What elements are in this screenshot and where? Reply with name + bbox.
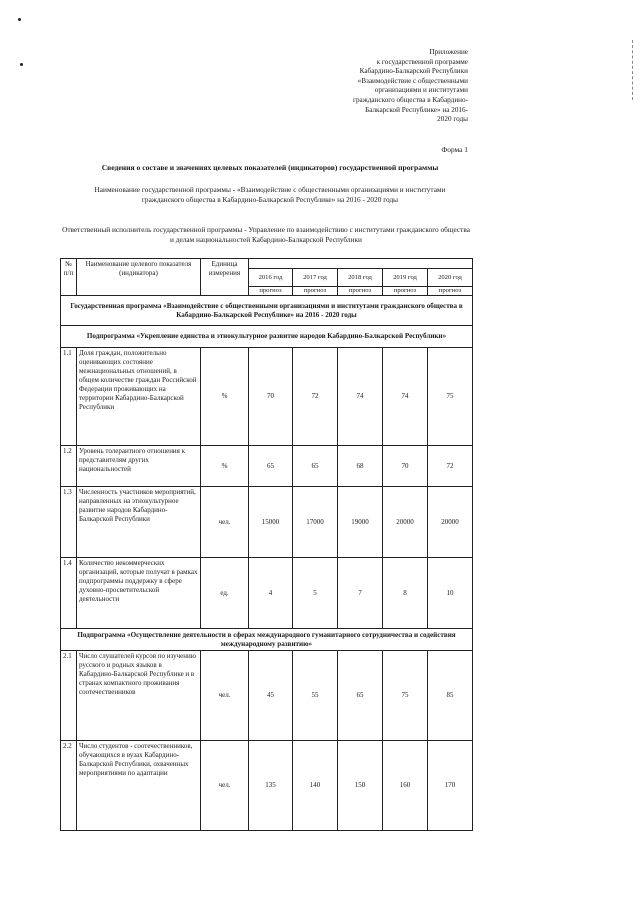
table-row bbox=[61, 651, 473, 741]
program-row bbox=[61, 296, 473, 326]
table-row bbox=[61, 446, 473, 487]
row-unit: чел. bbox=[201, 487, 249, 558]
row-value-2020: 20000 bbox=[428, 487, 473, 558]
header-year-2018: 2018 год bbox=[338, 269, 383, 287]
header-years-span bbox=[249, 259, 473, 269]
row-value-2019: 74 bbox=[383, 348, 428, 446]
program-name: Наименование государственной программы - «Взаимодействие с общественными организациями и институтами гражданского общества в Кабардино-Балкарской Республике» на 2016 - 2020 годы bbox=[94, 185, 446, 204]
header-name: Наименование целевого показателя (индикатора) bbox=[77, 259, 201, 296]
header-row-1 bbox=[61, 259, 473, 269]
row-unit: ед. bbox=[201, 558, 249, 629]
row-value-2017: 5 bbox=[293, 558, 338, 629]
header-kind-2019: прогноз bbox=[383, 287, 428, 296]
header-year-2020: 2020 год bbox=[428, 269, 473, 287]
row-name: Число слушателей курсов по изучению русского и родных языков в Кабардино-Балкарской Республике и в странах компактного проживания соотечественников bbox=[77, 651, 201, 741]
header-year-2016: 2016 год bbox=[249, 269, 293, 287]
row-num: 1.1 bbox=[61, 348, 77, 446]
row-value-2020: 10 bbox=[428, 558, 473, 629]
header-kind-2018: прогноз bbox=[338, 287, 383, 296]
subprogram-2-title: Подпрограмма «Осуществление деятельности в сферах международного гуманитарного сотрудничества и содействия международному развитию» bbox=[61, 629, 473, 651]
table-row bbox=[61, 487, 473, 558]
scan-mark-left bbox=[20, 63, 23, 66]
row-num: 2.1 bbox=[61, 651, 77, 741]
row-unit: чел. bbox=[201, 651, 249, 741]
row-num: 2.2 bbox=[61, 741, 77, 831]
row-value-2016: 15000 bbox=[249, 487, 293, 558]
row-name: Число студентов - соотечественников, обучающихся в вузах Кабардино-Балкарской Республики, охваченных мероприятиями по адаптации bbox=[77, 741, 201, 831]
row-value-2020: 72 bbox=[428, 446, 473, 487]
row-unit: чел. bbox=[201, 741, 249, 831]
table-row bbox=[61, 741, 473, 831]
row-value-2016: 135 bbox=[249, 741, 293, 831]
row-value-2019: 70 bbox=[383, 446, 428, 487]
row-value-2019: 75 bbox=[383, 651, 428, 741]
row-value-2018: 65 bbox=[338, 651, 383, 741]
row-value-2018: 68 bbox=[338, 446, 383, 487]
row-unit: % bbox=[201, 348, 249, 446]
subprogram-1-row bbox=[61, 326, 473, 348]
row-value-2018: 19000 bbox=[338, 487, 383, 558]
row-value-2017: 55 bbox=[293, 651, 338, 741]
row-value-2018: 150 bbox=[338, 741, 383, 831]
header-unit: Единица измерения bbox=[201, 259, 249, 296]
row-value-2019: 20000 bbox=[383, 487, 428, 558]
row-value-2017: 65 bbox=[293, 446, 338, 487]
row-num: 1.2 bbox=[61, 446, 77, 487]
header-kind-2017: прогноз bbox=[293, 287, 338, 296]
row-value-2016: 65 bbox=[249, 446, 293, 487]
row-value-2019: 160 bbox=[383, 741, 428, 831]
row-value-2019: 8 bbox=[383, 558, 428, 629]
row-name: Численность участников мероприятий, направленных на этнокультурное развитие народов Кабардино-Балкарской Республики bbox=[77, 487, 201, 558]
row-name: Количество некоммерческих организаций, которые получат в рамках подпрограммы поддержку в сфере духовно-просветительской деятельности bbox=[77, 558, 201, 629]
form-label: Форма 1 bbox=[441, 145, 468, 154]
header-kind-2020: прогноз bbox=[428, 287, 473, 296]
header-year-2017: 2017 год bbox=[293, 269, 338, 287]
subprogram-1-title: Подпрограмма «Укрепление единства и этнокультурное развитие народов Кабардино-Балкарской Республики» bbox=[61, 326, 473, 348]
scan-mark-top bbox=[18, 18, 21, 21]
row-num: 1.4 bbox=[61, 558, 77, 629]
row-value-2020: 85 bbox=[428, 651, 473, 741]
row-value-2018: 74 bbox=[338, 348, 383, 446]
document-heading: Сведения о составе и значениях целевых показателей (индикаторов) государственной программы bbox=[101, 163, 439, 172]
row-value-2020: 170 bbox=[428, 741, 473, 831]
row-value-2020: 75 bbox=[428, 348, 473, 446]
row-value-2017: 140 bbox=[293, 741, 338, 831]
row-num: 1.3 bbox=[61, 487, 77, 558]
header-kind-2016: прогноз bbox=[249, 287, 293, 296]
appendix-note: Приложение к государственной программе Кабардино-Балкарской Республики «Взаимодействие с общественными организациями и институтами гражданского общества в Кабардино- Балкарской Республике» на 2016- 2020 годы bbox=[353, 48, 468, 124]
indicators-table bbox=[60, 258, 473, 831]
row-value-2016: 70 bbox=[249, 348, 293, 446]
row-name: Уровень толерантного отношения к представителям других национальностей bbox=[77, 446, 201, 487]
subprogram-2-row bbox=[61, 629, 473, 651]
scan-edge-mark bbox=[632, 40, 636, 100]
table-row bbox=[61, 348, 473, 446]
header-year-2019: 2019 год bbox=[383, 269, 428, 287]
row-name: Доля граждан, положительно оценивающих состояние межнациональных отношений, в общем количестве граждан Российской Федерации проживающих на территории Кабардино-Балкарской Республики bbox=[77, 348, 201, 446]
row-value-2018: 7 bbox=[338, 558, 383, 629]
program-title: Государственная программа «Взаимодействие с общественными организациями и институтами гражданского общества в Кабардино-Балкарской Республике» на 2016 - 2020 годы bbox=[61, 296, 473, 326]
row-value-2017: 72 bbox=[293, 348, 338, 446]
row-unit: % bbox=[201, 446, 249, 487]
row-value-2016: 4 bbox=[249, 558, 293, 629]
row-value-2017: 17000 bbox=[293, 487, 338, 558]
table-row bbox=[61, 558, 473, 629]
header-num: № п/п bbox=[61, 259, 77, 296]
row-value-2016: 45 bbox=[249, 651, 293, 741]
responsible-executor: Ответственный исполнитель государственной программы - Управление по взаимодействию с институтами гражданского общества и делам национальностей Кабардино-Балкарской Республики bbox=[62, 225, 470, 244]
